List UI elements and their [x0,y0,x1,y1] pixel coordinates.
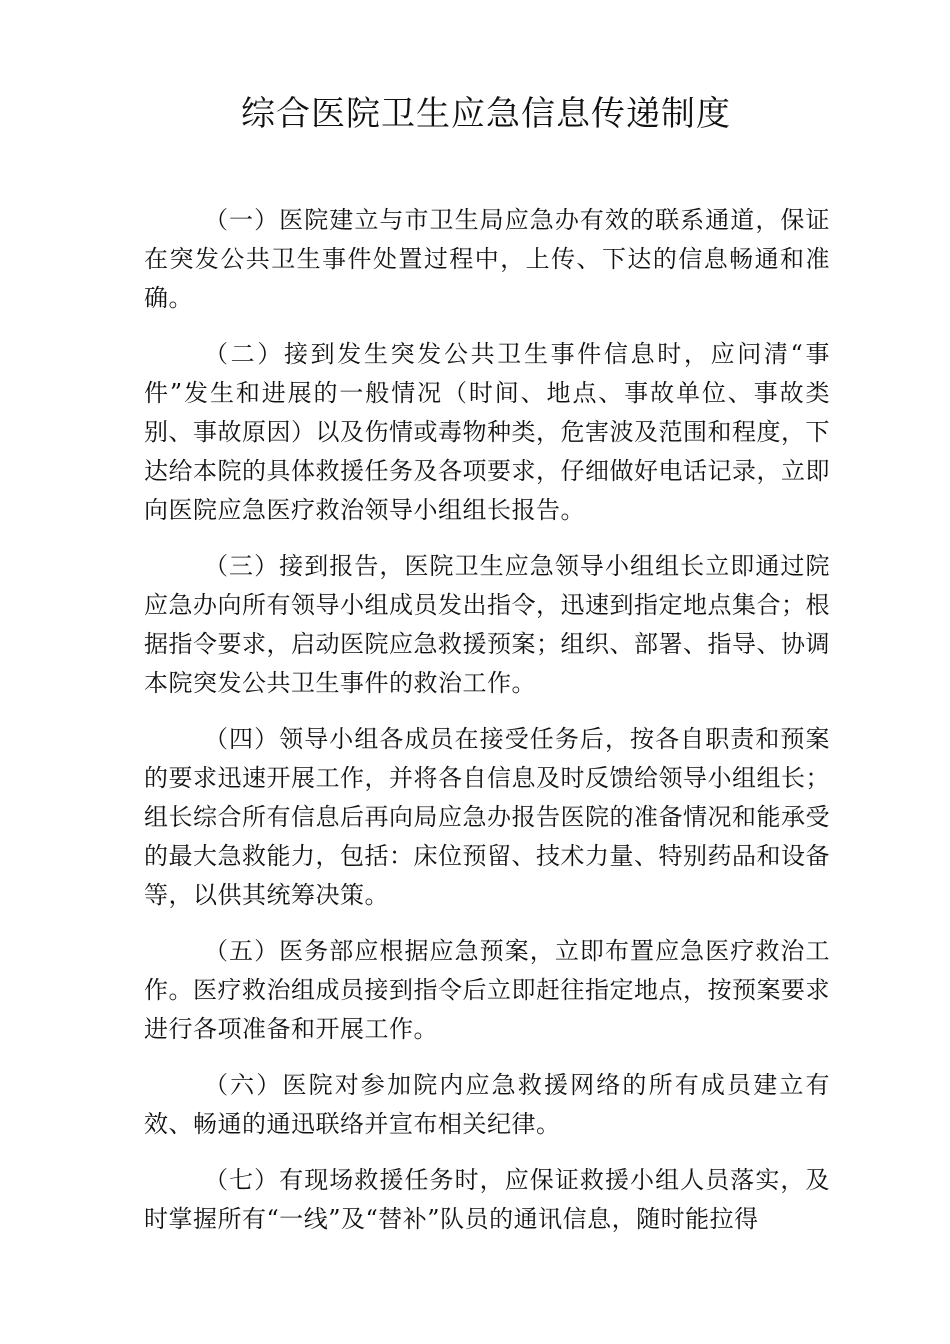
paragraph-2: （二）接到发生突发公共卫生事件信息时，应问清“事件”发生和进展的一般情况（时间、地点、事故单位、事故类别、事故原因）以及伤情或毒物种类，危害波及范围和程度，下达给本院的具体救援任务及各项要求，仔细做好电话记录，立即向医院应急医疗救治领导小组组长报告。 [144,340,830,524]
document-title: 综合医院卫生应急信息传递制度 [241,94,731,134]
paragraph-1: （一）医院建立与市卫生局应急办有效的联系通道，保证在突发公共卫生事件处置过程中，上传、下达的信息畅通和准确。 [144,206,830,312]
paragraph-6: （六）医院对参加院内应急救援网络的所有成员建立有效、畅通的通迅联络并宣布相关纪律。 [144,1071,830,1138]
paragraph-7: （七）有现场救援任务时，应保证救援小组人员落实，及时掌握所有“一线”及“替补”队员的通讯信息，随时能拉得 [144,1166,830,1233]
paragraph-5: （五）医务部应根据应急预案，立即布置应急医疗救治工作。医疗救治组成员接到指令后立即赶往指定地点，按预案要求进行各项准备和开展工作。 [144,937,830,1043]
document-body [144,201,830,1256]
paragraph-4: （四）领导小组各成员在接受任务后，按各自职责和预案的要求迅速开展工作，并将各自信息及时反馈给领导小组组长；组长综合所有信息后再向局应急办报告医院的准备情况和能承受的最大急救能力，包括：床位预留、技术力量、特别药品和设备等，以供其统筹决策。 [144,725,830,909]
paragraph-3: （三）接到报告，医院卫生应急领导小组组长立即通过院应急办向所有领导小组成员发出指令，迅速到指定地点集合；根据指令要求，启动医院应急救援预案；组织、部署、指导、协调本院突发公共卫生事件的救治工作。 [144,552,830,697]
